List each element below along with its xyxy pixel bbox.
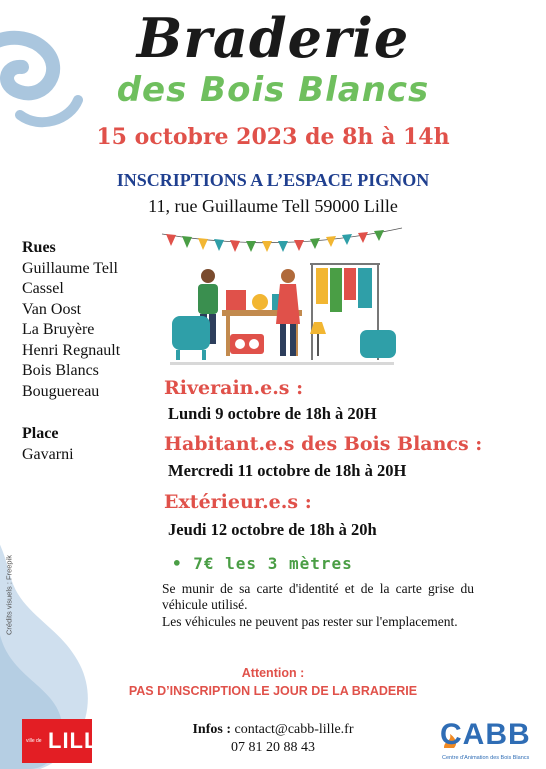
flea-market-illustration-icon: [160, 224, 404, 370]
street-item: Henri Regnault: [22, 341, 121, 359]
lille-logo: [22, 719, 115, 763]
habitants-date: Mercredi 11 octobre de 18h à 20H: [168, 461, 407, 480]
habitants-heading: Habitant.e.s des Bois Blancs :: [164, 433, 483, 455]
street-item: Guillaume Tell: [22, 259, 118, 277]
place-label: Place: [22, 425, 59, 442]
exterieurs-date: Jeudi 12 octobre de 18h à 20h: [168, 520, 377, 539]
riverains-heading: Riverain.e.s :: [164, 377, 304, 399]
price-info: • 7€ les 3 mètres: [172, 554, 353, 573]
street-item: Bois Blancs: [22, 362, 99, 379]
note-vehicles: Les véhicules ne peuvent pas rester sur l'emplacement.: [162, 614, 458, 629]
attention-text: PAS D’INSCRIPTION LE JOUR DE LA BRADERIE: [128, 684, 418, 698]
contact-phone: 07 81 20 88 43: [231, 740, 315, 755]
street-item: Van Oost: [22, 300, 82, 318]
event-date: 15 octobre 2023 de 8h à 14h: [96, 124, 450, 150]
notes-block: [162, 581, 474, 631]
note-identity: Se munir de sa carte d'identité et de la carte grise du véhicule utilisé.: [162, 581, 474, 612]
cabb-logo-name: CABB: [440, 718, 531, 751]
attention-heading: Attention :: [241, 666, 305, 680]
page-subtitle: des Bois Blancs: [116, 70, 430, 110]
inscriptions-address: 11, rue Guillaume Tell 59000 Lille: [148, 196, 398, 216]
contact-email: contact@cabb-lille.fr: [234, 722, 354, 737]
exterieurs-heading: Extérieur.e.s :: [164, 491, 312, 513]
lille-logo-big: LILLE: [48, 728, 115, 753]
cabb-logo: [440, 718, 540, 768]
credit-note: [2, 535, 16, 655]
cabb-logo-tagline: Centre d'Animation des Bois Blancs: [442, 755, 530, 761]
street-item: Cassel: [22, 280, 64, 297]
rues-label: Rues: [22, 239, 56, 256]
street-item: La Bruyère: [22, 321, 95, 338]
page-title: Braderie: [136, 6, 410, 70]
contact-label: Infos :: [192, 722, 231, 737]
credit-text: Crédits visuels : Freepik: [4, 554, 14, 636]
inscriptions-title: INSCRIPTIONS A L’ESPACE PIGNON: [116, 170, 430, 190]
place-item: Gavarni: [22, 445, 74, 463]
riverains-date: Lundi 9 octobre de 18h à 20H: [168, 404, 377, 423]
street-item: Bouguereau: [22, 382, 100, 400]
streets-list: [22, 238, 162, 465]
lille-logo-small: ville de: [26, 738, 42, 744]
